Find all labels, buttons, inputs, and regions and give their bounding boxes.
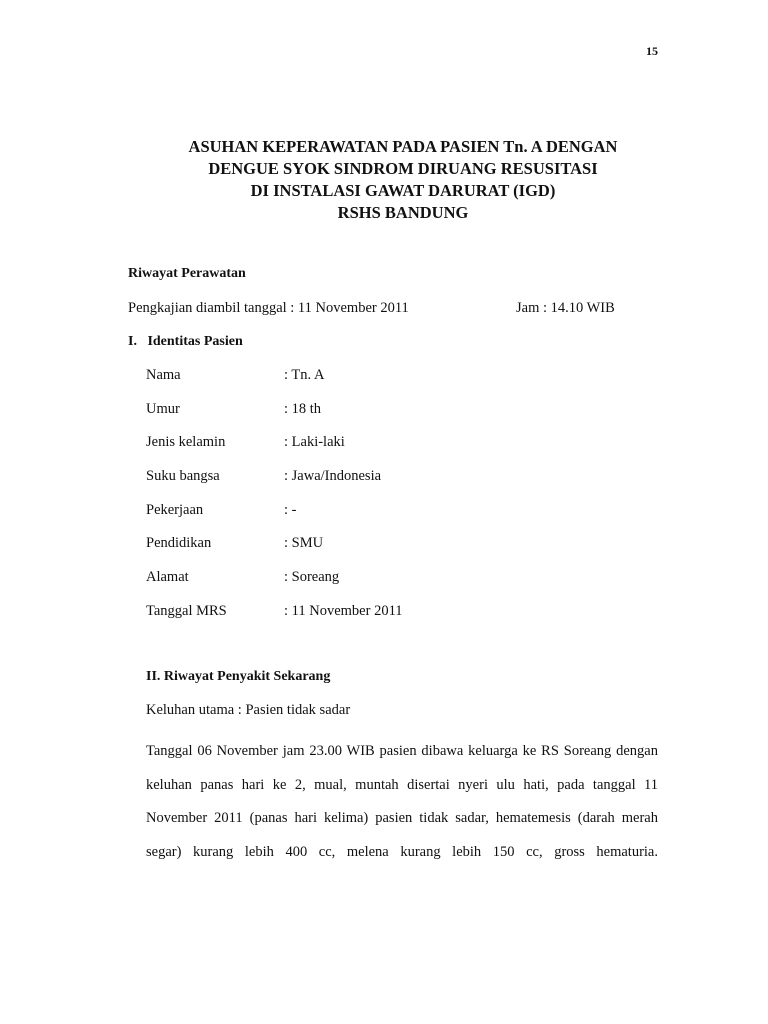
- field-row-pekerjaan: [146, 502, 546, 536]
- field-label: Pendidikan: [146, 535, 212, 552]
- field-value: : SMU: [284, 535, 324, 552]
- document-title: [118, 136, 688, 224]
- field-value: : Laki-laki: [284, 434, 345, 451]
- field-value: : Soreang: [284, 569, 340, 586]
- section-heading-riwayat-perawatan: Riwayat Perawatan: [128, 266, 246, 281]
- field-value: : 11 November 2011: [284, 602, 403, 619]
- page-number: 15: [646, 44, 658, 58]
- field-row-suku-bangsa: [146, 468, 546, 502]
- title-line: DENGUE SYOK SINDROM DIRUANG RESUSITASI: [208, 159, 598, 178]
- section-heading-riwayat-penyakit: II. Riwayat Penyakit Sekarang: [146, 669, 331, 684]
- identitas-list: [146, 367, 546, 637]
- field-label: Pekerjaan: [146, 501, 204, 518]
- pengkajian-time: Jam : 14.10 WIB: [516, 300, 615, 316]
- field-label: Suku bangsa: [146, 468, 220, 485]
- field-label: Tanggal MRS: [146, 602, 227, 619]
- field-label: Umur: [146, 400, 180, 417]
- field-row-umur: [146, 401, 546, 435]
- field-label: Jenis kelamin: [146, 434, 226, 451]
- field-row-jenis-kelamin: [146, 434, 546, 468]
- field-value: : Jawa/Indonesia: [284, 468, 382, 485]
- field-row-nama: [146, 367, 546, 401]
- pengkajian-date: Pengkajian diambil tanggal : 11 November 2011: [128, 300, 409, 316]
- field-value: : 18 th: [284, 400, 322, 417]
- section-heading-identitas: I. Identitas Pasien: [128, 334, 243, 349]
- field-value: : -: [284, 501, 297, 518]
- field-row-alamat: [146, 569, 546, 603]
- field-row-tanggal-mrs: [146, 603, 546, 637]
- title-line: RSHS BANDUNG: [337, 203, 469, 222]
- field-value: : Tn. A: [284, 367, 325, 383]
- title-line: DI INSTALASI GAWAT DARURAT (IGD): [250, 181, 556, 200]
- field-label: Nama: [146, 367, 181, 383]
- keluhan-utama: Keluhan utama : Pasien tidak sadar: [146, 702, 351, 718]
- body-paragraph: Tanggal 06 November jam 23.00 WIB pasien dibawa keluarga ke RS Soreang dengan keluhan panas hari ke 2, mual, muntah disertai nyeri ulu hati, pada tanggal 11 November 2011 (panas hari kelima) pasien tidak sadar, hematemesis (darah merah segar) kurang lebih 400 cc, melena kurang lebih 150 cc, gross hematuria.: [146, 743, 658, 860]
- field-row-pendidikan: [146, 535, 546, 569]
- title-line: ASUHAN KEPERAWATAN PADA PASIEN Tn. A DENGAN: [188, 137, 618, 156]
- field-label: Alamat: [146, 569, 189, 586]
